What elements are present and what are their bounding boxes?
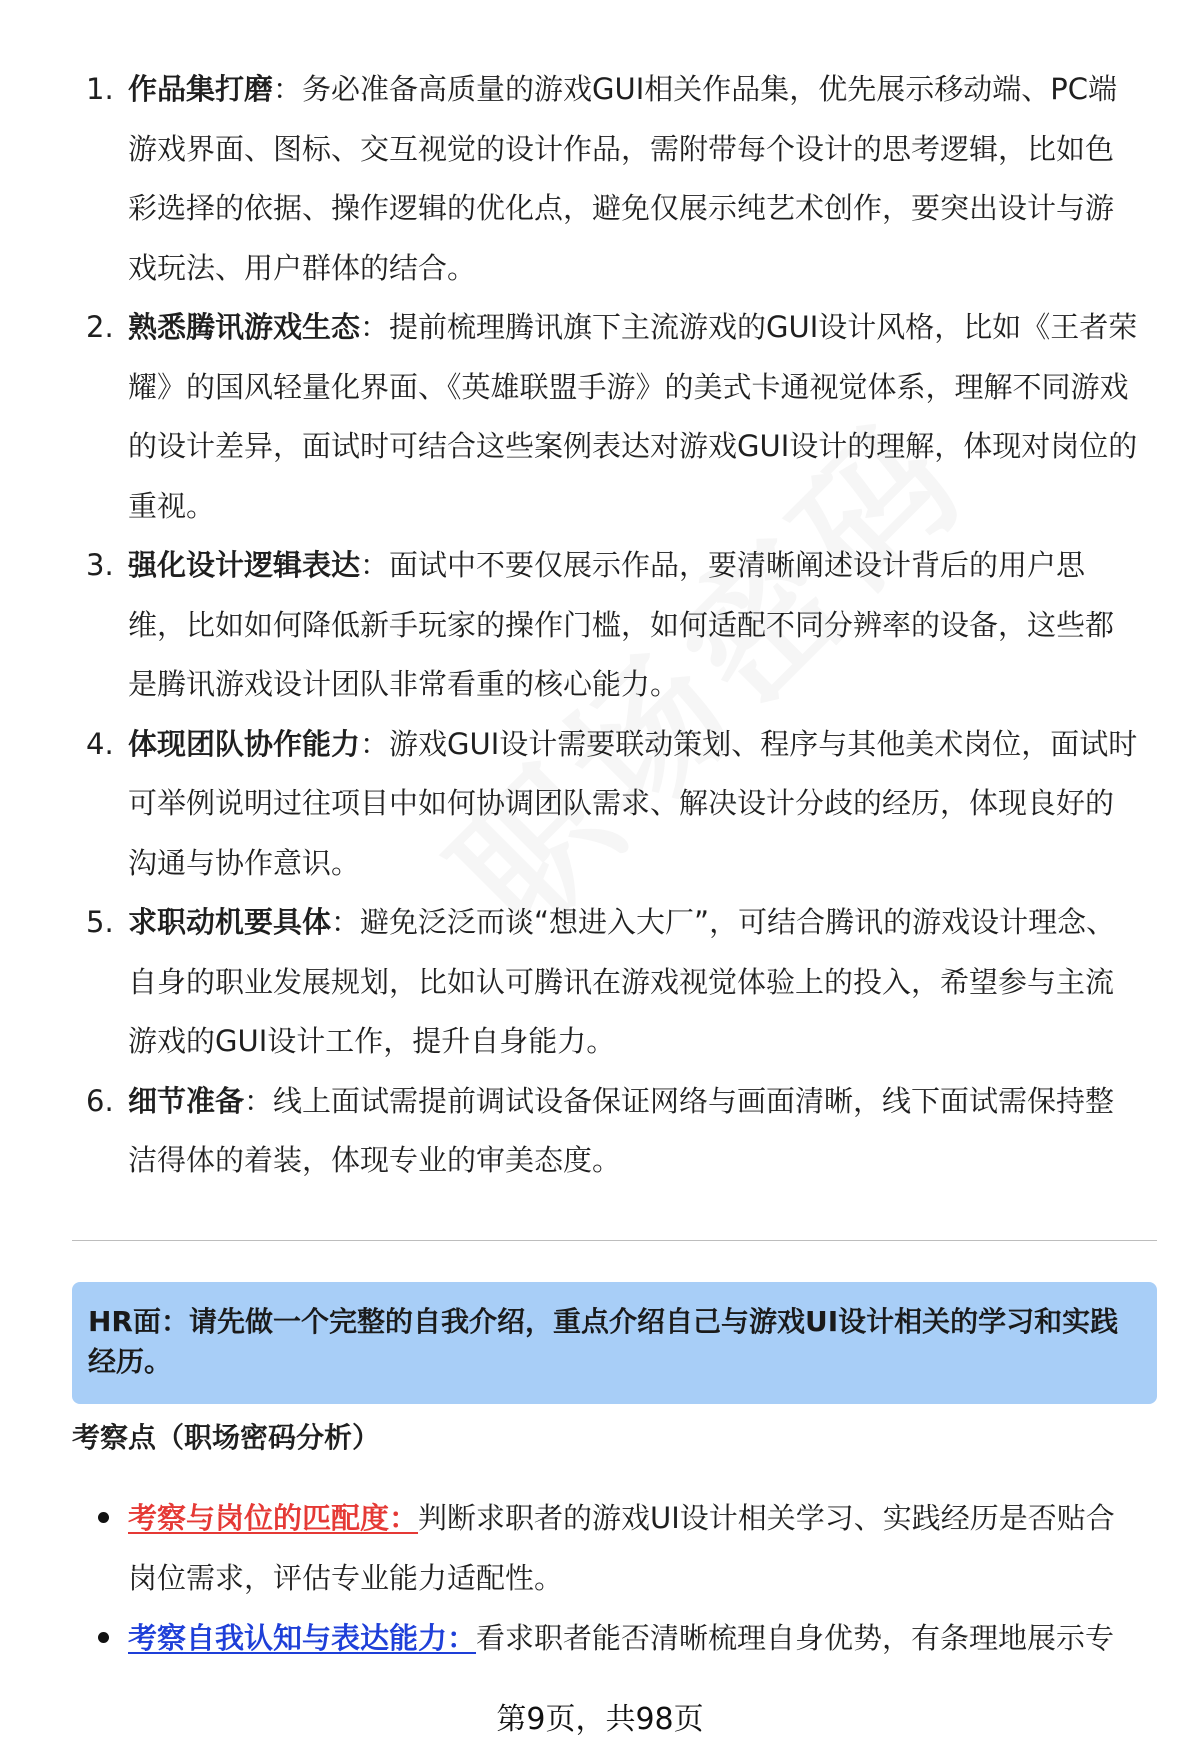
list-item-text xyxy=(128,536,1140,715)
bullet-item-text xyxy=(128,1488,1140,1608)
list-item xyxy=(0,298,1200,536)
bullet-dot-icon xyxy=(98,1632,109,1643)
list-item xyxy=(0,715,1200,894)
list-number: 4. xyxy=(86,726,114,761)
list-item xyxy=(0,536,1200,715)
bullet-label-link[interactable]: 考察自我认知与表达能力： xyxy=(128,1621,477,1655)
bullet-item xyxy=(0,1488,1200,1608)
list-item-title: 作品集打磨 xyxy=(128,72,274,106)
bullet-item-text xyxy=(128,1608,1140,1668)
list-item-text xyxy=(128,60,1140,298)
assessment-bullet-list xyxy=(0,1488,1200,1668)
list-item-title: 熟悉腾讯游戏生态 xyxy=(128,310,361,344)
list-item xyxy=(0,60,1200,298)
list-number: 6. xyxy=(86,1083,114,1118)
list-item xyxy=(0,1072,1200,1191)
list-item-text xyxy=(128,893,1140,1072)
list-item-title: 求职动机要具体 xyxy=(128,905,332,939)
bullet-dot-icon xyxy=(98,1512,109,1523)
interview-question-text: HR面：请先做一个完整的自我介绍，重点介绍自己与游戏UI设计相关的学习和实践经历。 xyxy=(88,1305,1119,1378)
page-footer: 第9页，共98页 xyxy=(496,1702,704,1737)
list-number: 5. xyxy=(86,905,114,939)
list-item-title: 体现团队协作能力 xyxy=(128,726,361,761)
list-item-body: ：务必准备高质量的游戏GUI相关作品集，优先展示移动端、PC端游戏界面、图标、交互视觉的设计作品，需附带每个设计的思考逻辑，比如色彩选择的依据、操作逻辑的优化点，避免仅展示纯艺术创作，要突出设计与游戏玩法、用户群体的结合。 xyxy=(128,72,1118,285)
bullet-item xyxy=(0,1608,1200,1668)
list-item-title: 细节准备 xyxy=(128,1083,245,1118)
list-item-text xyxy=(128,1072,1140,1191)
section-divider xyxy=(72,1240,1157,1241)
list-number: 3. xyxy=(86,548,114,582)
list-item-body: ：面试中不要仅展示作品，要清晰阐述设计背后的用户思维，比如如何降低新手玩家的操作门槛，如何适配不同分辨率的设备，这些都是腾讯游戏设计团队非常看重的核心能力。 xyxy=(128,548,1115,701)
list-item-body: ：线上面试需提前调试设备保证网络与画面清晰，线下面试需保持整洁得体的着装，体现专业的审美态度。 xyxy=(128,1083,1115,1177)
list-item-title: 强化设计逻辑表达 xyxy=(128,548,361,582)
section-title: 考察点（职场密码分析） xyxy=(72,1421,381,1454)
list-item xyxy=(0,893,1200,1072)
list-item-body: ：避免泛泛而谈“想进入大厂”，可结合腾讯的游戏设计理念、自身的职业发展规划，比如认可腾讯在游戏视觉体验上的投入，希望参与主流游戏的GUI设计工作，提升自身能力。 xyxy=(128,905,1116,1058)
list-item-text xyxy=(128,715,1140,894)
bullet-body: 判断求职者的游戏UI设计相关学习、实践经历是否贴合岗位需求，评估专业能力适配性。 xyxy=(128,1501,1115,1595)
bullet-label-link[interactable]: 考察与岗位的匹配度： xyxy=(128,1501,419,1535)
list-number: 2. xyxy=(86,310,114,344)
tips-numbered-list xyxy=(0,60,1200,1191)
interview-question-box xyxy=(72,1282,1157,1404)
bullet-body: 看求职者能否清晰梳理自身优势，有条理地展示专 xyxy=(476,1621,1115,1655)
list-item-body: ：提前梳理腾讯旗下主流游戏的GUI设计风格，比如《王者荣耀》的国风轻量化界面、《英雄联盟手游》的美式卡通视觉体系，理解不同游戏的设计差异，面试时可结合这些案例表达对游戏GUI设计的理解，体现对岗位的重视。 xyxy=(128,310,1138,523)
list-number: 1. xyxy=(86,72,114,106)
list-item-text xyxy=(128,298,1140,536)
list-item-body: ：游戏GUI设计需要联动策划、程序与其他美术岗位，面试时可举例说明过往项目中如何协调团队需求、解决设计分歧的经历，体现良好的沟通与协作意识。 xyxy=(128,726,1138,880)
